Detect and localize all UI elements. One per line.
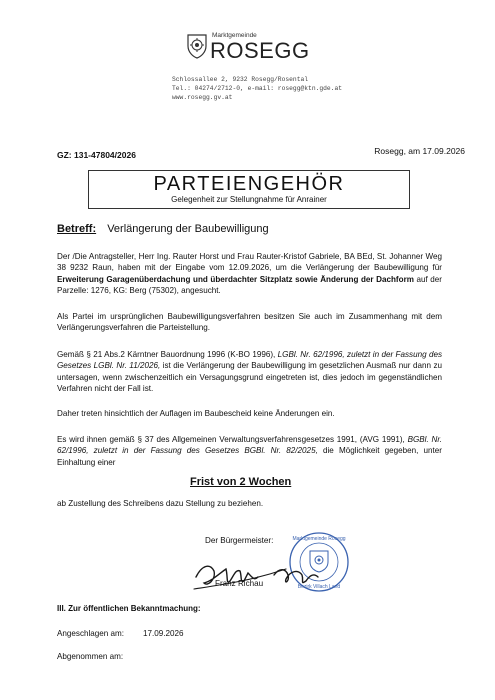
website-line: www.rosegg.gv.at xyxy=(172,94,233,101)
document-title: PARTEIENGEHÖR xyxy=(153,173,345,195)
removed-label: Abgenommen am: xyxy=(57,652,124,661)
project-description: Erweiterung Garagenüberdachung und überdachter Sitzplatz sowie Änderung der Dachform xyxy=(57,274,414,284)
paragraph-text: Der /Die Antragsteller, Herr Ing. Rauter Horst und Frau Rauter-Kristof Gabriele, BA BEd, St. Johanner Weg 38 9232 Raun, haben mit der Eingabe vom 12.09.2026, um die Verlängerung der Baubewilligung für xyxy=(57,252,442,273)
coat-of-arms-icon xyxy=(186,33,208,59)
contact-line: Tel.: 04274/2712-0, e-mail: rosegg@ktn.gde.at xyxy=(172,85,343,92)
paragraph-text: auf der Parzelle: 1276, KG: Berg (75302), angesucht. xyxy=(57,274,443,295)
document-subtitle: Gelegenheit zur Stellungnahme für Anrainer xyxy=(171,195,327,204)
paragraph-text: die Möglichkeit gegeben, unter Einhaltung einer xyxy=(57,446,442,467)
seal-text-bottom: Bezirk Villach Land xyxy=(297,584,341,590)
posted-date: 17.09.2026 xyxy=(143,629,184,638)
posted-label: Angeschlagen am: xyxy=(57,629,125,638)
paragraph-text: Es wird ihnen gemäß § 37 des Allgemeinen Verwaltungsverfahrensgesetzes 1991, (AVG 1991), xyxy=(57,435,408,444)
paragraph-application xyxy=(57,251,442,296)
signatory-role: Der Bürgermeister: xyxy=(205,536,274,545)
law-citation: BGBl. Nr. 62/1996, zuletzt in der Fassung des Gesetzes BGBl. Nr. 82/2025, xyxy=(57,435,442,456)
letterhead-address xyxy=(172,75,342,102)
subject-text: Verlängerung der Baubewilligung xyxy=(107,223,269,235)
subject-label: Betreff: xyxy=(57,223,97,235)
signatory-name: Franz Richau xyxy=(215,579,264,588)
reference-number: GZ: 131-47804/2026 xyxy=(57,150,136,160)
subject-line xyxy=(57,223,269,235)
seal-text-top: Marktgemeinde Rosegg xyxy=(292,536,346,542)
municipality-small-label: Marktgemeinde xyxy=(212,32,257,39)
paragraph-legal-basis xyxy=(57,349,442,394)
municipality-name: ROSEGG xyxy=(210,38,310,63)
date-line: Rosegg, am 17.09.2026 xyxy=(374,146,465,156)
law-citation: LGBl. Nr. 62/1996, zuletzt in der Fassung des Gesetzes LGBl. Nr. 11/2026, xyxy=(57,350,442,371)
handwritten-signature xyxy=(190,555,340,595)
deadline-heading: Frist von 2 Wochen xyxy=(190,476,292,488)
section-heading: III. Zur öffentlichen Bekanntmachung: xyxy=(57,604,201,613)
paragraph-response: ab Zustellung des Schreibens dazu Stellung zu beziehen. xyxy=(57,499,264,508)
paragraph-text: Gemäß § 21 Abs.2 Kärntner Bauordnung 1996 (K-BO 1996), xyxy=(57,350,278,359)
paragraph-conditions: Daher treten hinsichtlich der Auflagen im Baubescheid keine Änderungen ein. xyxy=(57,409,335,418)
paragraph-avg xyxy=(57,434,442,468)
address-line: Schlossallee 2, 9232 Rosegg/Rosental xyxy=(172,76,309,83)
paragraph-party-status: Als Partei im ursprünglichen Baubewilligungsverfahren besitzen Sie auch im Zusammenhang mit dem Verlängerungsverfahren die Parteistellung. xyxy=(57,312,442,333)
paragraph-text: ist die Verlängerung der Baubewilligung im gesetzlichen Ausmaß nur dann zu untersagen, wenn zwischenzeitlich ein Versagungsgrund eingetreten ist, dies jedoch im gegenständlichen Verfahren nicht der Fall ist. xyxy=(57,361,442,393)
